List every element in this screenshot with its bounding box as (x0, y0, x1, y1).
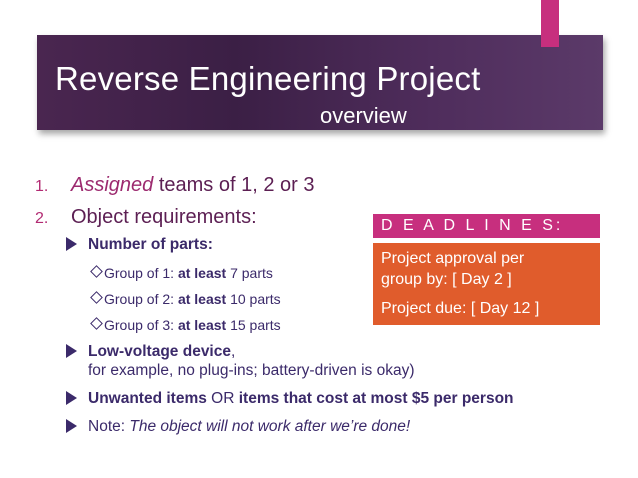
numbered-item-2 (35, 207, 257, 227)
unwanted-bold-1: Unwanted items (88, 390, 207, 407)
item-text: teams of 1, 2 or 3 (153, 174, 315, 196)
diamond-bullet-icon (90, 317, 103, 330)
low-voltage-comma: , (230, 343, 236, 360)
item-number: 2. (35, 210, 49, 227)
group-prefix: Group of 1: (104, 265, 178, 281)
parts-group-2 (92, 292, 281, 306)
unwanted-item (88, 389, 514, 408)
diamond-bullet-icon (90, 265, 103, 278)
group-suffix: 15 parts (226, 317, 281, 333)
note-text: The object will not work after we’re done! (129, 418, 411, 435)
group-suffix: 7 parts (226, 265, 273, 281)
group-prefix: Group of 3: (104, 317, 178, 333)
group-prefix: Group of 2: (104, 291, 178, 307)
item-text: Object requirements: (71, 206, 257, 228)
parts-label: Number of parts: (88, 236, 213, 253)
accent-tab (541, 0, 559, 47)
unwanted-or: OR (206, 390, 239, 407)
unwanted-bold-2: items that cost at most $5 per person (238, 390, 514, 407)
deadlines-box (373, 243, 600, 325)
item-emphasis: Assigned (71, 174, 154, 196)
bullet-triangle-icon (66, 391, 77, 405)
group-bold: at least (177, 291, 227, 307)
bullet-triangle-icon (66, 419, 77, 433)
parts-group-1 (92, 266, 273, 280)
group-suffix: 10 parts (226, 291, 281, 307)
group-bold: at least (177, 265, 227, 281)
bullet-triangle-icon (66, 344, 77, 358)
deadline-line: Project approval per (381, 250, 525, 267)
bullet-triangle-icon (66, 237, 77, 251)
note-item (88, 417, 410, 436)
deadline-line: Project due: [ Day 12 ] (381, 300, 540, 317)
parts-group-3 (92, 318, 281, 332)
deadlines-header: D E A D L I N E S: (373, 214, 600, 238)
numbered-item-1 (35, 175, 314, 195)
low-voltage-item (88, 342, 415, 381)
note-label: Note: (88, 418, 130, 435)
low-voltage-detail: for example, no plug-ins; battery-driven is okay) (88, 362, 415, 380)
group-bold: at least (177, 317, 227, 333)
low-voltage-bold: Low-voltage device (88, 343, 231, 360)
deadline-line: group by: [ Day 2 ] (381, 271, 512, 288)
slide-title: Reverse Engineering Project (55, 60, 481, 97)
slide-subtitle: overview (320, 103, 407, 128)
diamond-bullet-icon (90, 291, 103, 304)
item-number: 1. (35, 178, 49, 195)
